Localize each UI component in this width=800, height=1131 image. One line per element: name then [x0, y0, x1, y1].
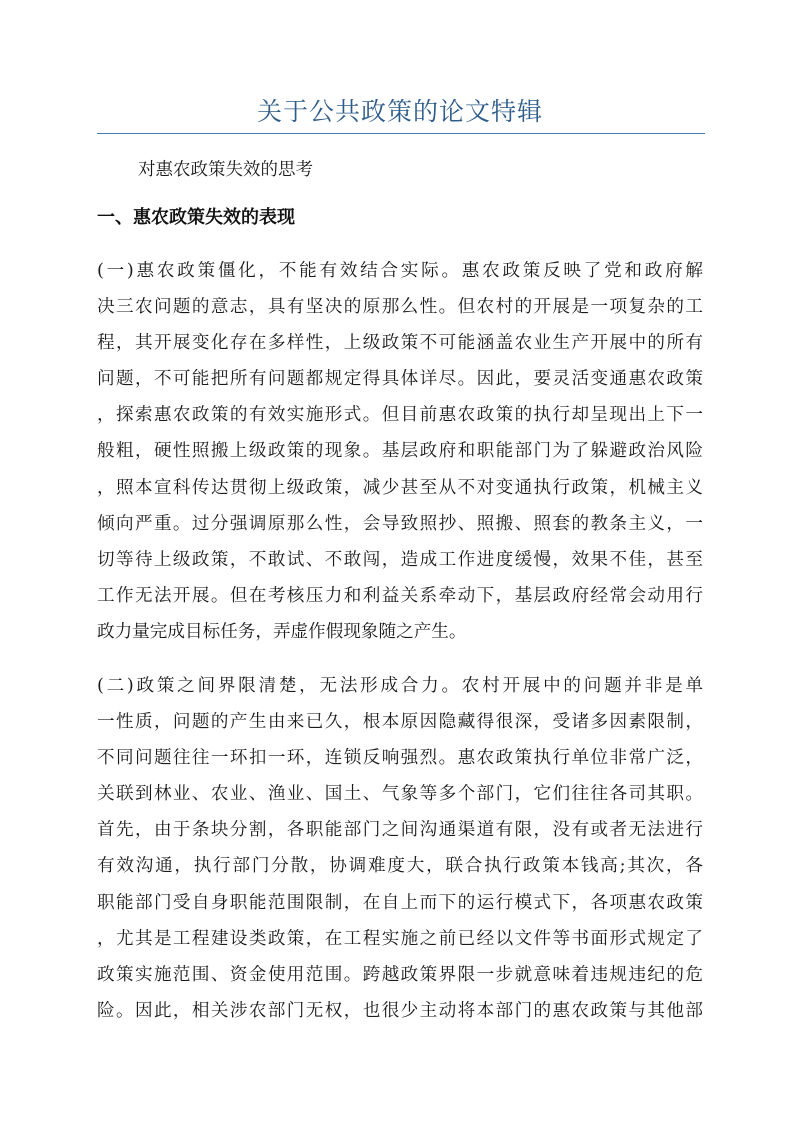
- section-heading: 一、惠农政策失效的表现: [97, 207, 295, 228]
- paragraph-line: 政力量完成目标任务，弄虚作假现象随之产生。: [97, 621, 467, 642]
- paragraph-line: 倾向严重。过分强调原那么性，会导致照抄、照搬、照套的教条主义，一: [97, 513, 703, 534]
- paragraph-line: ，照本宣科传达贯彻上级政策，减少甚至从不对变通执行政策，机械主义: [97, 477, 703, 498]
- paragraph-1: [97, 253, 703, 650]
- paragraph-line: 政策实施范围、资金使用范围。跨越政策界限一步就意味着违规违纪的危: [97, 964, 703, 985]
- paragraph-line: 不同问题往往一环扣一环，连锁反响强烈。惠农政策执行单位非常广泛，: [97, 748, 703, 769]
- paragraph-line: 问题，不可能把所有问题都规定得具体详尽。因此，要灵活变通惠农政策: [97, 369, 703, 390]
- paragraph-line: 工作无法开展。但在考核压力和利益关系牵动下，基层政府经常会动用行: [97, 585, 703, 606]
- paragraph-line: 首先，由于条块分割，各职能部门之间沟通渠道有限，没有或者无法进行: [97, 820, 703, 841]
- title-underline: [97, 133, 705, 134]
- paragraph-line: (二)政策之间界限清楚，无法形成合力。农村开展中的问题并非是单: [97, 676, 703, 696]
- paragraph-line: 险。因此，相关涉农部门无权，也很少主动将本部门的惠农政策与其他部: [97, 1000, 703, 1021]
- paragraph-line: (一)惠农政策僵化，不能有效结合实际。惠农政策反映了党和政府解: [97, 261, 703, 281]
- paragraph-line: 般粗，硬性照搬上级政策的现象。基层政府和职能部门为了躲避政治风险: [97, 441, 703, 462]
- article-subtitle: 对惠农政策失效的思考: [138, 160, 313, 180]
- paragraph-line: 程，其开展变化存在多样性，上级政策不可能涵盖农业生产开展中的所有: [97, 333, 703, 354]
- paragraph-line: ，尤其是工程建设类政策，在工程实施之前已经以文件等书面形式规定了: [97, 928, 703, 949]
- paragraph-line: ，探索惠农政策的有效实施形式。但目前惠农政策的执行却呈现出上下一: [97, 405, 703, 426]
- paragraph-line: 职能部门受自身职能范围限制，在自上而下的运行模式下，各项惠农政策: [97, 892, 703, 913]
- paragraph-line: 决三农问题的意志，具有坚决的原那么性。但农村的开展是一项复杂的工: [97, 297, 703, 318]
- paragraph-line: 一性质，问题的产生由来已久，根本原因隐藏得很深，受诸多因素限制，: [97, 712, 703, 733]
- page-title: 关于公共政策的论文特辑: [256, 97, 543, 126]
- paragraph-line: 关联到林业、农业、渔业、国土、气象等多个部门，它们往往各司其职。: [97, 784, 703, 805]
- paragraph-line: 有效沟通，执行部门分散，协调难度大，联合执行政策本钱高;其次，各: [97, 856, 703, 877]
- paragraph-2: [97, 668, 703, 1029]
- paragraph-line: 切等待上级政策，不敢试、不敢闯，造成工作进度缓慢，效果不佳，甚至: [97, 549, 703, 570]
